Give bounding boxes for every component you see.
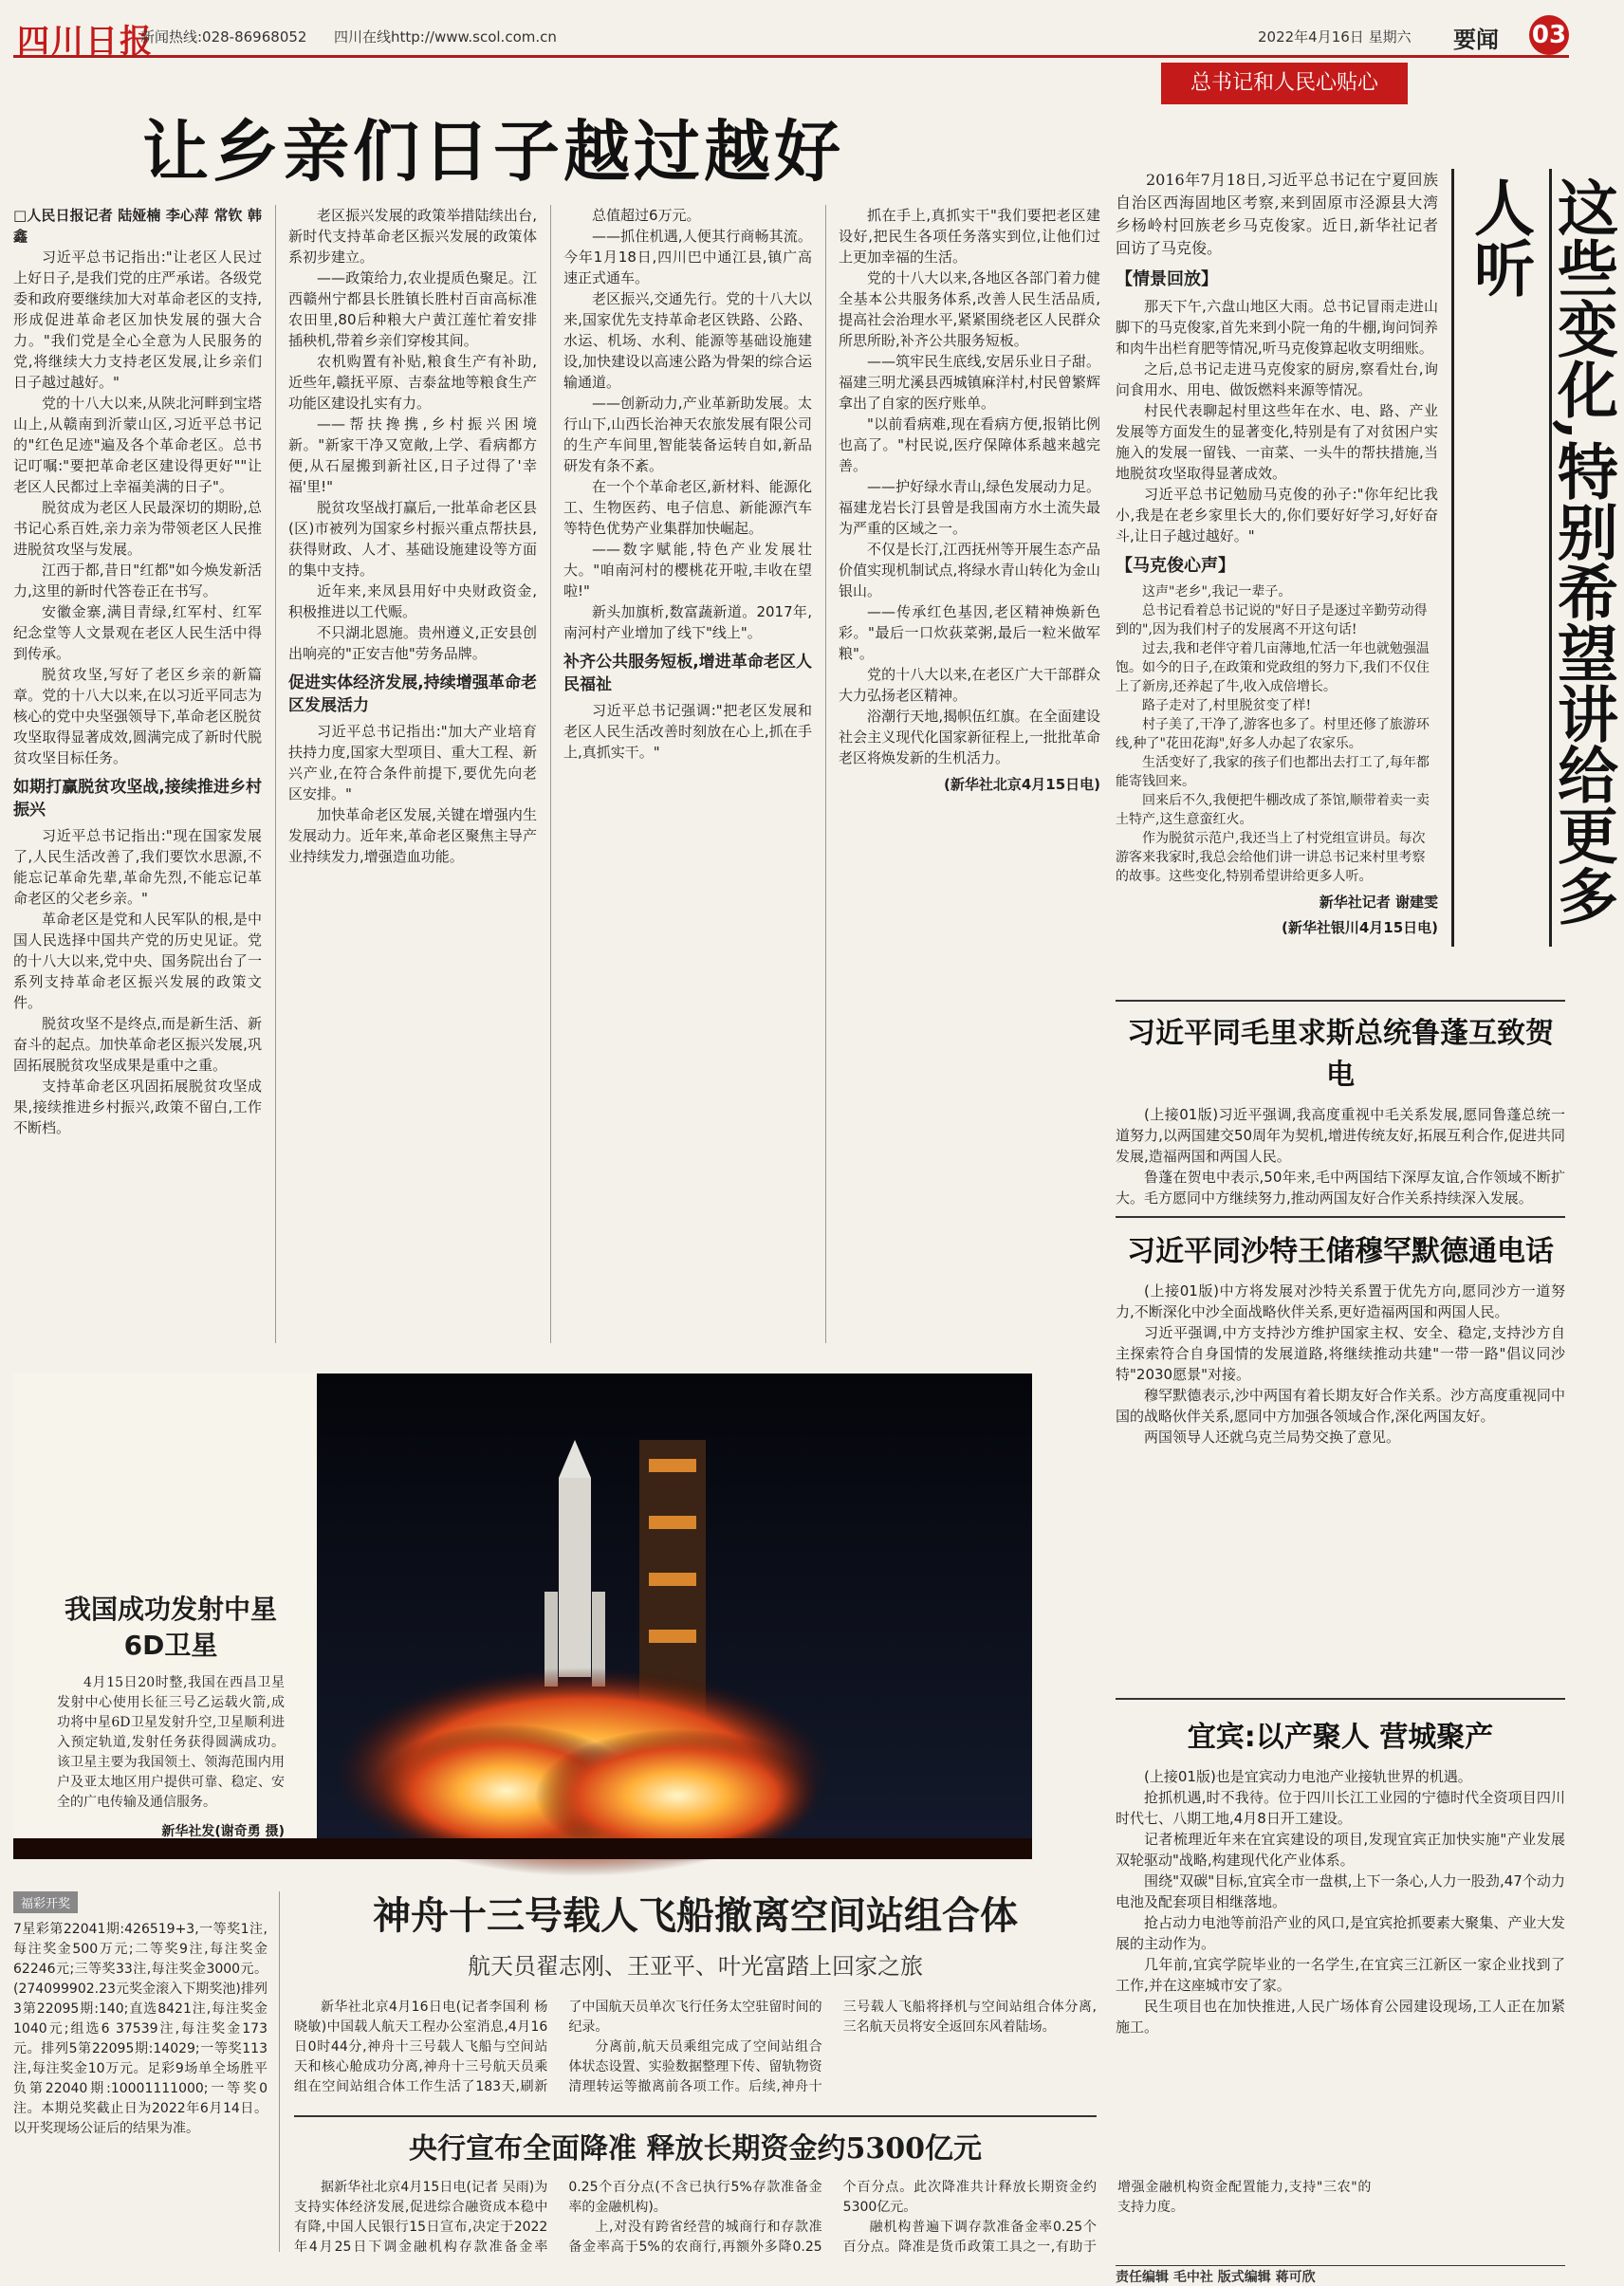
lead-headline: 让乡亲们日子越过越好: [142, 112, 844, 191]
feature-title-line-1: 这些变化,: [1547, 176, 1618, 441]
section-rule: [1116, 1698, 1565, 1700]
paragraph: 安徽金寨,满目青绿,红军村、红军纪念堂等人文景观在老区人民生活中得到传承。: [13, 603, 262, 662]
paragraph: 那天下午,六盘山地区大雨。总书记冒雨走进山脚下的马克俊家,首先来到小院一角的牛棚,询问饲养和肉牛出栏育肥等情况,听马克俊算起收支明细账。: [1116, 298, 1438, 357]
paragraph: 革命老区是党和人民军队的根,是中国人民选择中国共产党的历史见证。党的十八大以来,党中央、国务院出台了一系列支持革命老区振兴发展的政策文件。: [13, 911, 262, 1011]
lead-subhead-1: 如期打赢脱贫攻坚战,接续推进乡村振兴: [13, 778, 262, 820]
lead-subhead-3: 补齐公共服务短板,增进革命老区人民福祉: [563, 653, 812, 694]
paragraph: 江西于都,昔日"红都"如今焕发新活力,这里的新时代答卷正在书写。: [13, 562, 262, 599]
paragraph: 过去,我和老伴守着几亩薄地,忙活一年也就勉强温饱。如今的日子,在政策和党政组的努力下,我们不仅住上了新房,还养起了牛,收入成倍增长。: [1116, 641, 1430, 694]
feature-byline: 新华社记者 谢建雯: [1319, 894, 1438, 911]
footer-rule: [1116, 2265, 1565, 2266]
lead-article: [13, 205, 1110, 1355]
feature-article: [1116, 169, 1438, 985]
paragraph: ——帮扶搀携,乡村振兴困境新。"新家干净又宽敞,上学、看病都方便,从石屋搬到新社区,日子过得了'幸福'里!": [288, 415, 537, 495]
news-title: 宜宾:以产聚人 营城聚产: [1187, 1721, 1494, 1754]
news-title: 习近平同毛里求斯总统鲁蓬互致贺电: [1127, 1017, 1554, 1092]
news-item-saudi: [1116, 1227, 1565, 1447]
feature-box2-head: 【马克俊心声】: [1116, 556, 1235, 576]
photo-caption-text: 4月15日20时整,我国在西昌卫星发射中心使用长征三号乙运载火箭,成功将中星6D卫星发射升空,卫星顺利进入预定轨道,发射任务获得圆满成功。该卫星主要为我国领土、领海范围内用户及亚太地区用户提供可靠、稳定、安全的广电传输及通信服务。: [57, 1675, 285, 1810]
lottery-tag: 福彩开奖: [13, 1891, 78, 1913]
column-banner: 总书记和人民心贴心: [1161, 63, 1408, 104]
masthead: [13, 13, 1569, 61]
paragraph: 习近平总书记勉励马克俊的孙子:"你年纪比我小,我是在老乡家里长大的,你们要好好学习,好好奋斗,让日子越过越好。": [1116, 486, 1438, 544]
column-divider: [279, 1891, 280, 2252]
paragraph: 几年前,宜宾学院毕业的一名学生,在宜宾三江新区一家企业找到了工作,并在这座城市安了家。: [1116, 1956, 1565, 1994]
paragraph: 村子美了,干净了,游客也多了。村里还修了旅游环线,种了"花田花海",好多人办起了农家乐。: [1116, 717, 1430, 751]
paragraph: 习近平总书记强调:"把老区发展和老区人民生活改善时刻放在心上,抓在手上,真抓实干。": [563, 702, 812, 761]
paragraph: 习近平总书记指出:"让老区人民过上好日子,是我们党的庄严承诺。各级党委和政府要继续加大对革命老区的支持,形成促进革命老区加快发展的强大合力。"我们党是全心全意为人民服务的党,将继续大力支持老区发展,让乡亲们日子越过越好。": [13, 249, 262, 391]
page-number: 03: [1529, 15, 1569, 55]
paragraph: 浴潮行天地,揭帜伍红旗。在全面建设社会主义现代化国家新征程上,一批批革命老区将焕发新的生机活力。: [839, 708, 1100, 766]
paragraph: 脱贫攻坚,写好了老区乡亲的新篇章。党的十八大以来,在以习近平同志为核心的党中央坚强领导下,革命老区脱贫攻坚取得显著成效,圆满完成了新时代脱贫攻坚目标任务。: [13, 666, 262, 766]
paragraph: 抓在手上,真抓实干"我们要把老区建设好,把民生各项任务落实到位,让他们过上更加幸福的生活。: [839, 207, 1100, 266]
paragraph: ——创新动力,产业革新助发展。太行山下,山西长治神天农旅发展有限公司的生产车间里,智能装备运转自如,新品研发有条不紊。: [563, 395, 812, 474]
section-name: 要闻: [1453, 27, 1499, 53]
paragraph: 据新华社北京4月15日电(记者 吴雨)为支持实体经济发展,促进综合融资成本稳中有降,中国人民银行15日宣布,决定于2022年4月25日下调金融机构存款准备金率0.25个百分点(不含已执行5%存款准备金率的金融机构)。: [294, 2180, 822, 2255]
paragraph: 生活变好了,我家的孩子们也都出去打工了,每年都能寄钱回来。: [1116, 755, 1430, 789]
lead-byline: □人民日报记者 陆娅楠 李心萍 常钦 韩鑫: [13, 207, 262, 245]
news-hotline: 新闻热线:028-86968052: [140, 28, 307, 46]
editor-credit: 责任编辑 毛中社 版式编辑 蒋可欣: [1116, 2270, 1316, 2285]
paragraph: ——数字赋能,特色产业发展壮大。"咱南河村的樱桃花开啦,丰收在望啦!": [563, 541, 812, 599]
paragraph: 脱贫攻坚不是终点,而是新生活、新奋斗的起点。加快革命老区振兴发展,巩固拓展脱贫攻坚成果是重中之重。: [13, 1015, 262, 1074]
paragraph: 总值超过6万元。: [592, 207, 701, 224]
section-rule: [1116, 1000, 1565, 1002]
paragraph: ——传承红色基因,老区精神焕新色彩。"最后一口炊荻菜粥,最后一粒米做军粮"。: [839, 603, 1100, 662]
shenzhou-subheadline: 航天员翟志刚、王亚平、叶光富踏上回家之旅: [468, 1953, 923, 1980]
paragraph: 近年来,来凤县用好中央财政资金,积极推进以工代赈。: [288, 582, 537, 620]
lottery-results: 7星彩第22041期:426519+3,一等奖1注,每注奖金500万元;二等奖9注,每注奖金62246元;三等奖33注,每注奖金3000元。(274099902.23元奖金滚入下期奖池)排列3第22095期:140;直选8421注,每注奖金1040元;组选6 37539注,每注奖金173元。排列5第22095期:14029;一等奖113注,每注奖金10万元。足彩9场单全场胜平负第22040期:10001111000;一等奖0注。本期兑奖截止日为2022年6月14日。以开奖现场公证后的结果为准。: [13, 1922, 268, 2136]
paragraph: 新华社北京4月16日电(记者李国利 杨晓敏)中国载人航天工程办公室消息,4月16日0时44分,神舟十三号载人飞船与空间站天和核心舱成功分离,神舟十三号航天员乘组在空间站组合体工作生活了183天,刷新了中国航天员单次飞行任务太空驻留时间的纪录。: [294, 2000, 822, 2094]
website[interactable]: 四川在线http://www.scol.com.cn: [334, 28, 557, 46]
feature-credit: (新华社银川4月15日电): [1281, 919, 1438, 936]
vertical-title-stack: [1457, 176, 1618, 945]
news-item-yibin: [1116, 1713, 1565, 2037]
feature-box1-head: 【情景回放】: [1116, 269, 1218, 289]
paragraph: 党的十八大以来,在老区广大干部群众大力弘扬老区精神。: [839, 666, 1100, 704]
paragraph: 分离前,航天员乘组完成了空间站组合体状态设置、实验数据整理下传、留轨物资清理转运等撤离前各项工作。后续,神舟十三号载人飞船将择机与空间站组合体分离,三名航天员将安全返回东风着陆场。: [568, 2000, 1097, 2094]
paragraph: 加快革命老区发展,关键在增强内生发展动力。近年来,革命老区聚焦主导产业持续发力,增强造血功能。: [288, 806, 537, 865]
paragraph: 不仅是长汀,江西抚州等开展生态产品价值实现机制试点,将绿水青山转化为金山银山。: [839, 541, 1100, 599]
lead-col-3: [563, 205, 812, 763]
paragraph: ——政策给力,农业提质色聚足。江西赣州宁都县长胜镇长胜村百亩高标准农田里,80后种粮大户黄江莲忙着安排插秧机,带着乡亲们穿梭其间。: [288, 269, 537, 349]
news-title: 习近平同沙特王储穆罕默德通电话: [1127, 1235, 1554, 1268]
paragraph: 党的十八大以来,从陕北河畔到宝塔山上,从赣南到沂蒙山区,习近平总书记的"红色足迹"遍及各个革命老区。总书记叮嘱:"要把革命老区建设得更好""让老区人民都过上幸福美满的日子"。: [13, 395, 262, 495]
paragraph: 围绕"双碳"目标,宜宾全市一盘棋,上下一条心,人力一股劲,47个动力电池及配套项目相继落地。: [1116, 1872, 1565, 1910]
paragraph: 两国领导人还就乌克兰局势交换了意见。: [1144, 1429, 1401, 1446]
paragraph: ——筑牢民生底线,安居乐业日子甜。福建三明尤溪县西城镇麻洋村,村民曾繁辉拿出了自家的医疗账单。: [839, 353, 1100, 412]
paragraph: 作为脱贫示范户,我还当上了村党组宣讲员。每次游客来我家时,我总会给他们讲一讲总书记来村里考察的故事。这些变化,特别希望讲给更多人听。: [1116, 831, 1426, 884]
newspaper-logo: 四川日报: [17, 23, 154, 61]
lead-subhead-2: 促进实体经济发展,持续增强革命老区发展活力: [288, 673, 537, 715]
paragraph: ——抓住机遇,人便其行商畅其流。今年1月18日,四川巴中通江县,镇广高速正式通车。: [563, 228, 812, 286]
paragraph: 村民代表聊起村里这些年在水、电、路、产业发展等方面发生的显著变化,特别是有了对贫困户实施入的发展一留钱、一亩菜、一头牛的帮扶措施,当地脱贫攻坚取得显著成效。: [1116, 402, 1438, 482]
shenzhou-headline: 神舟十三号载人飞船撤离空间站组合体: [373, 1893, 1018, 1938]
section-rule: [1116, 1216, 1565, 1218]
photo-credit: 新华社发(谢奇勇 摄): [161, 1824, 285, 1839]
paragraph: 老区振兴,交通先行。党的十八大以来,国家优先支持革命老区铁路、公路、水运、机场、水利、能源等基础设施建设,加快建设以高速公路为骨架的综合运输通道。: [563, 290, 812, 391]
paragraph: 上,对没有跨省经营的城商行和存款准备金率高于5%的农商行,再额外多降0.25个百分点。此次降准共计释放长期资金约5300亿元。: [568, 2180, 1097, 2255]
paragraph: 脱贫攻坚战打赢后,一批革命老区县(区)市被列为国家乡村振兴重点帮扶县,获得财政、人才、基础设施建设等方面的集中支持。: [288, 499, 537, 579]
paragraph: 抢抓机遇,时不我待。位于四川长江工业园的宁德时代全资项目四川时代七、八期工地,4月8日开工建设。: [1116, 1789, 1565, 1827]
lead-col-2: [288, 205, 537, 867]
paragraph: 这声"老乡",我记一辈子。: [1142, 584, 1292, 599]
paragraph: 抢占动力电池等前沿产业的风口,是宜宾抢抓要素大聚集、产业大发展的主动作为。: [1116, 1914, 1565, 1952]
paragraph: 穆罕默德表示,沙中两国有着长期友好合作关系。沙方高度重视同中国的战略伙伴关系,愿同中方加强各领域合作,深化两国友好。: [1116, 1387, 1565, 1425]
paragraph: (上接01版)习近平强调,我高度重视中毛关系发展,愿同鲁蓬总统一道努力,以两国建交50周年为契机,增进传统友好,拓展互利合作,促进共同发展,造福两国和两国人民。: [1116, 1106, 1565, 1165]
paragraph: 习近平强调,中方支持沙方维护国家主权、安全、稳定,支持沙方自主探索符合自身国情的发展道路,将继续推动共建"一带一路"倡议同沙特"2030愿景"对接。: [1116, 1324, 1565, 1383]
paragraph: 脱贫成为老区人民最深切的期盼,总书记心系百姓,亲力亲为带领老区人民推进脱贫攻坚与发展。: [13, 499, 262, 558]
paragraph: 回来后不久,我便把牛棚改成了茶馆,顺带着卖一卖土特产,这生意蛮红火。: [1116, 793, 1430, 827]
paragraph: 记者梳理近年来在宜宾建设的项目,发现宜宾正加快实施"产业发展双轮驱动"战略,构建现代化产业体系。: [1116, 1831, 1565, 1869]
paragraph: (上接01版)也是宜宾动力电池产业接轨世界的机遇。: [1144, 1768, 1472, 1785]
column-divider: [550, 205, 551, 1343]
issue-date: 2022年4月16日 星期六: [1258, 28, 1412, 46]
photo-caption-title: 我国成功发射中星6D卫星: [64, 1594, 277, 1661]
paragraph: 融机构普遍下调存款准备金率0.25个百分点。降准是货币政策工具之一,有助于增强金融机构资金配置能力,支持"三农"的支持力度。: [842, 2180, 1372, 2255]
column-divider: [825, 205, 826, 1343]
lead-col-1: [13, 205, 262, 1138]
paragraph: 民生项目也在加快推进,人民广场体育公园建设现场,工人正在加紧施工。: [1116, 1998, 1565, 2036]
paragraph: 老区振兴发展的政策举措陆续出台,新时代支持革命老区振兴发展的政策体系初步建立。: [288, 207, 537, 266]
paragraph: ——护好绿水青山,绿色发展动力足。福建龙岩长汀县曾是我国南方水土流失最为严重的区域之一。: [839, 478, 1100, 537]
paragraph: 之后,总书记走进马克俊家的厨房,察看灶台,询问食用水、用电、做饭燃料来源等情况。: [1116, 360, 1438, 398]
paragraph: 在一个个革命老区,新材料、能源化工、生物医药、电子信息、新能源汽车等特色优势产业集群加快崛起。: [563, 478, 812, 537]
lead-credit: (新华社北京4月15日电): [943, 776, 1100, 793]
paragraph: 习近平总书记指出:"现在国家发展了,人民生活改善了,我们要饮水思源,不能忘记革命先辈,革命先烈,不能忘记革命老区的父老乡亲。": [13, 827, 262, 907]
paragraph: 鲁蓬在贺电中表示,50年来,毛中两国结下深厚友谊,合作领域不断扩大。毛方愿同中方继续努力,推动两国友好合作关系持续深入发展。: [1116, 1169, 1565, 1207]
paragraph: 农机购置有补贴,粮食生产有补助,近些年,赣抚平原、吉泰盆地等粮食生产功能区建设扎实有力。: [288, 353, 537, 412]
paragraph: 总书记看着总书记说的"好日子是逐过辛勤劳动得到的",因为我们村子的发展离不开这句话!: [1116, 603, 1428, 637]
paragraph: "以前看病难,现在看病方便,报销比例也高了。"村民说,医疗保障体系越来越完善。: [839, 415, 1100, 474]
paragraph: 不只湖北恩施。贵州遵义,正安县创出响亮的"正安吉他"劳务品牌。: [288, 624, 537, 662]
paragraph: 支持革命老区巩固拓展脱贫攻坚成果,接续推进乡村振兴,政策不留白,工作不断档。: [13, 1078, 262, 1136]
feature-intro: 2016年7月18日,习近平总书记在宁夏回族自治区西海固地区考察,来到固原市泾源县大湾乡杨岭村回族老乡马克俊家。近日,新华社记者回访了马克俊。: [1116, 171, 1438, 257]
paragraph: 党的十八大以来,各地区各部门着力健全基本公共服务体系,改善人民生活品质,提高社会治理水平,紧紧围绕老区人民群众所思所盼,补齐公共服务短板。: [839, 269, 1100, 349]
feature-title-text: [1457, 176, 1624, 945]
section-rule: [294, 2115, 1097, 2117]
feature-title-line-2: 特别希望讲给更多人听: [1464, 176, 1618, 927]
column-divider: [275, 205, 276, 1343]
paragraph: (上接01版)中方将发展对沙特关系置于优先方向,愿同沙方一道努力,不断深化中沙全面战略伙伴关系,更好造福两国和两国人民。: [1116, 1282, 1565, 1320]
paragraph: 新头加旗析,数富蔬新道。2017年,南河村产业增加了线下"线上"。: [563, 603, 812, 641]
lead-col-4: [839, 205, 1100, 795]
news-item-mauritius: [1116, 1009, 1565, 1208]
pboc-headline: 央行宣布全面降准 释放长期资金约5300亿元: [409, 2132, 982, 2166]
paragraph: 习近平总书记指出:"加大产业培育扶持力度,国家大型项目、重大工程、新兴产业,在符合条件前提下,要优先向老区安排。": [288, 723, 537, 802]
paragraph: 路子走对了,村里脱贫变了样!: [1142, 698, 1312, 713]
